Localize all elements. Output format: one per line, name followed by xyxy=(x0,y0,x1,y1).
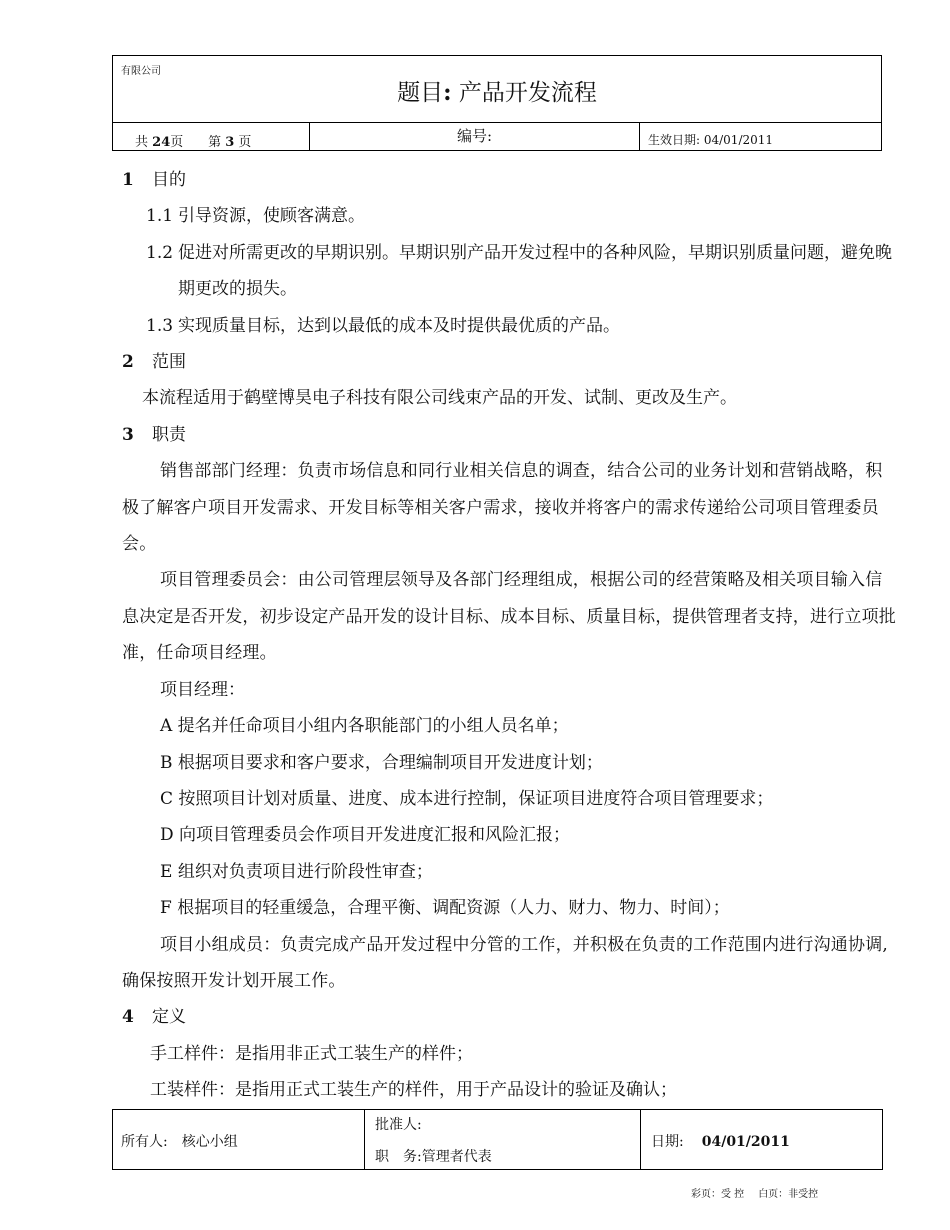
role-label-a: 职 xyxy=(375,1149,403,1165)
document-number-cell xyxy=(310,122,640,150)
control-status-note xyxy=(691,1185,818,1200)
item-text: 促进对所需更改的早期识别。早期识别产品开发过程中的各种风险，早期识别质量问题，避免晚期更改的损失。 xyxy=(178,242,892,300)
item-number: 1.1 xyxy=(146,206,174,227)
pages-total: 24 xyxy=(152,135,171,150)
owner-label: 所有人: xyxy=(121,1134,168,1150)
section-title: 范围 xyxy=(152,352,186,373)
section-title: 职责 xyxy=(152,424,186,445)
owner xyxy=(121,1131,238,1151)
section-title: 定义 xyxy=(152,1007,186,1028)
section-1-heading xyxy=(122,162,897,198)
role-label-b: 务: xyxy=(403,1149,422,1165)
section-number: 3 xyxy=(122,424,134,445)
item-1-3 xyxy=(122,308,897,344)
header-info-row xyxy=(113,122,881,150)
section-number: 2 xyxy=(122,352,134,373)
page-current: 3 xyxy=(225,135,235,150)
section-3-heading xyxy=(122,417,897,453)
team-member-paragraph: 项目小组成员：负责完成产品开发过程中分管的工作，并积极在负责的工作范围内进行沟通协调,确保按照开发计划开展工作。 xyxy=(122,934,889,991)
date-label: 日期: xyxy=(651,1134,684,1150)
page-unit: 页 xyxy=(238,135,252,150)
document-number-label: 编号: xyxy=(456,127,493,145)
item-1-1 xyxy=(122,198,897,234)
pm-duty-b: B 根据项目要求和客户要求，合理编制项目开发进度计划； xyxy=(160,752,603,773)
white-page-note: 白页：非受控 xyxy=(758,1189,819,1200)
pm-duty-c: C 按照项目计划对质量、进度、成本进行控制，保证项目进度符合项目管理要求； xyxy=(160,788,774,809)
item-1-2 xyxy=(122,235,897,308)
section-number: 1 xyxy=(122,170,134,190)
footer-date xyxy=(651,1131,790,1151)
title-colon: : xyxy=(443,79,452,106)
role-value: 管理者代表 xyxy=(421,1149,492,1165)
color-page-note: 彩页：受 控 xyxy=(691,1189,745,1200)
section-number: 4 xyxy=(122,1007,134,1028)
pm-duty-a: A 提名并任命项目小组内各职能部门的小组人员名单； xyxy=(160,716,569,737)
scope-paragraph: 本流程适用于鹤壁博昊电子科技有限公司线束产品的开发、试制、更改及生产。 xyxy=(142,388,737,409)
effective-date: 生效日期: 04/01/2011 xyxy=(648,133,774,147)
effective-date-cell xyxy=(640,122,881,150)
page-count xyxy=(135,131,251,150)
approval-cell xyxy=(365,1110,641,1169)
section-2-heading xyxy=(122,344,897,380)
pm-duty-f: F 根据项目的轻重缓急，合理平衡、调配资源（人力、财力、物力、时间）； xyxy=(160,898,730,919)
header-title-row xyxy=(113,56,881,123)
company-name: 有限公司 xyxy=(121,66,161,77)
pm-duty-d: D 向项目管理委员会作项目开发进度汇报和风险汇报； xyxy=(160,825,571,846)
definition-tooling-sample: 工装样件：是指用正式工装生产的样件，用于产品设计的验证及确认； xyxy=(150,1080,677,1101)
section-4-heading xyxy=(122,999,897,1035)
document-footer xyxy=(112,1109,883,1170)
document-title xyxy=(113,74,881,107)
date-value: 04/01/2011 xyxy=(701,1134,790,1150)
project-manager-heading: 项目经理： xyxy=(160,679,245,700)
title-text: 产品开发流程 xyxy=(451,80,597,106)
definition-manual-sample: 手工样件：是指用非正式工装生产的样件； xyxy=(150,1043,473,1064)
pages-unit: 页 xyxy=(170,135,184,150)
role xyxy=(375,1146,492,1166)
pm-duty-e: E 组织对负责项目进行阶段性审查； xyxy=(160,861,433,882)
committee-paragraph: 项目管理委员会：由公司管理层领导及各部门经理组成，根据公司的经营策略及相关项目输入信息决定是否开发，初步设定产品开发的设计目标、成本目标、质量目标，提供管理者支持，进行立项批准，任命项目经理。 xyxy=(122,570,896,664)
section-title: 目的 xyxy=(152,170,186,190)
owner-cell xyxy=(113,1110,365,1169)
item-text: 引导资源，使顾客满意。 xyxy=(178,206,365,227)
pages-total-label: 共 xyxy=(135,135,149,150)
date-cell xyxy=(641,1110,882,1169)
owner-value: 核心小组 xyxy=(181,1134,238,1150)
item-number: 1.2 xyxy=(146,242,174,263)
item-text: 实现质量目标，达到以最低的成本及时提供最优质的产品。 xyxy=(178,315,620,336)
item-number: 1.3 xyxy=(146,315,174,336)
approver-label: 批准人: xyxy=(375,1117,422,1133)
page-count-cell xyxy=(113,122,310,150)
page-label: 第 xyxy=(208,135,222,150)
sales-manager-paragraph: 销售部部门经理：负责市场信息和同行业相关信息的调查，结合公司的业务计划和营销战略，积极了解客户项目开发需求、开发目标等相关客户需求，接收并将客户的需求传递给公司项目管理委员会。 xyxy=(122,461,883,555)
title-prefix: 题目 xyxy=(397,80,444,106)
document-body xyxy=(122,162,897,1109)
document-header xyxy=(112,55,882,151)
